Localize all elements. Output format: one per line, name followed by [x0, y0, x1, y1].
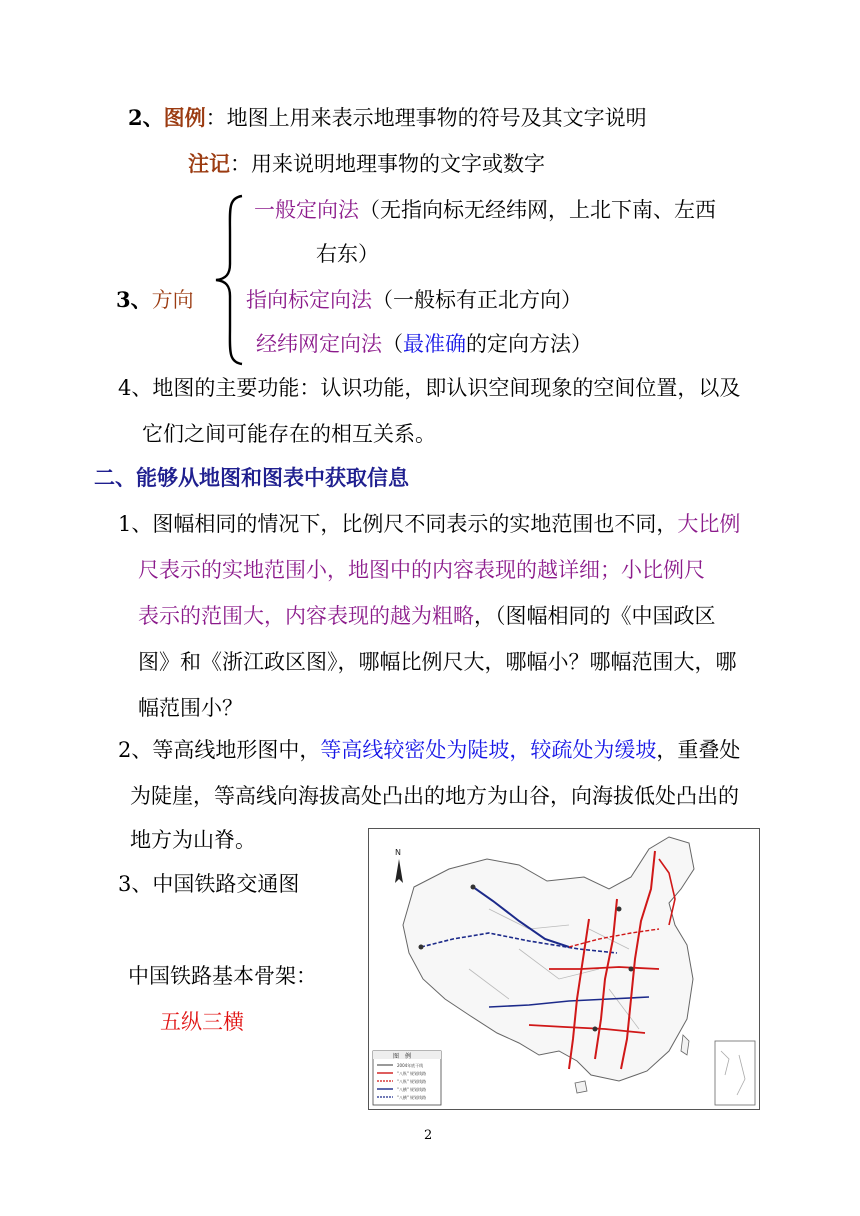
method-grid-desc: 的定向方法）: [466, 332, 592, 356]
method-general-desc: （无指向标无经纬网，上北下南、左西: [359, 198, 716, 222]
north-label: N: [395, 848, 401, 857]
section-heading: 二、能够从地图和图表中获取信息: [94, 465, 409, 490]
p2-line-2: 为陡崖，等高线向海拔高处凸出的地方为山谷，向海拔低处凸出的: [130, 784, 739, 808]
annotation-definition: ：用来说明地理事物的文字或数字: [230, 152, 545, 176]
legend-term: 图例: [163, 105, 206, 130]
annotation-term: 注记: [188, 151, 230, 176]
railway-map-graphic: [369, 829, 759, 1109]
curly-brace-icon: [212, 194, 246, 366]
item-number: 2、: [128, 105, 164, 130]
railway-skeleton-label: 中国铁路基本骨架：: [128, 964, 317, 988]
legend-definition: ：地图上用来表示地理事物的符号及其文字说明: [205, 106, 647, 130]
direction-heading: [116, 286, 194, 314]
map-legend-item: "八横" 规划线路: [397, 1095, 426, 1100]
p1-text: 1、图幅相同的情况下，比例尺不同表示的实地范围也不同，: [118, 512, 678, 536]
p1-line-1: [118, 510, 740, 538]
north-arrow-icon: [395, 859, 403, 883]
item-number: 3、: [116, 287, 152, 312]
p1-text: ，（图幅相同的《中国政区: [474, 604, 716, 628]
function-line-1: 4、地图的主要功能：认识功能，即认识空间现象的空间位置，以及: [118, 376, 741, 400]
method-general-cont: 右东）: [316, 242, 379, 266]
method-pointer-term: 指向标定向法: [246, 288, 372, 312]
method-pointer-desc: （一般标有正北方向）: [372, 288, 582, 312]
annotation-line: [188, 150, 545, 178]
p1-highlight: 大比例: [677, 512, 741, 536]
china-railway-map: [368, 828, 760, 1110]
railway-title: 3、中国铁路交通图: [118, 872, 300, 896]
method-pointer-line: [246, 286, 582, 314]
legend-line: [128, 104, 647, 132]
paren-open: （: [382, 332, 403, 356]
five-vertical-three-horizontal: 五纵三横: [160, 1010, 244, 1034]
p2-line-1: [118, 736, 740, 764]
p1-line-3: [138, 602, 716, 630]
map-legend-item: 2004年底干线: [397, 1063, 424, 1068]
function-line-2: 它们之间可能存在的相互关系。: [142, 422, 436, 446]
method-general-term: 一般定向法: [254, 198, 359, 222]
p1-highlight: 表示的范围大，内容表现的越为粗略: [138, 604, 474, 628]
method-grid-line: [256, 330, 592, 358]
p1-line-5: 幅范围小？: [138, 696, 243, 720]
p1-line-2: 尺表示的实地范围小，地图中的内容表现的越详细；小比例尺: [138, 558, 705, 582]
p2-text: ，重叠处: [656, 738, 741, 762]
direction-term: 方向: [151, 288, 194, 312]
p2-line-3: 地方为山脊。: [130, 828, 256, 852]
most-accurate-text: 最准确: [403, 332, 466, 356]
map-legend-item: "八纵" 规划线路: [397, 1079, 426, 1084]
p2-highlight: 等高线较密处为陡坡，较疏处为缓坡: [320, 738, 657, 762]
p1-line-4: 图》和《浙江政区图》，哪幅比例尺大，哪幅小？哪幅范围大，哪: [138, 650, 737, 674]
method-general-line: [254, 196, 716, 224]
page-number: 2: [424, 1128, 433, 1143]
p2-text: 2、等高线地形图中，: [118, 738, 321, 762]
map-legend-title: 图 例: [393, 1053, 412, 1060]
map-legend-item: "八纵" 规划线路: [397, 1071, 426, 1076]
map-legend-item: "八横" 规划线路: [397, 1087, 426, 1092]
method-grid-term: 经纬网定向法: [256, 332, 382, 356]
